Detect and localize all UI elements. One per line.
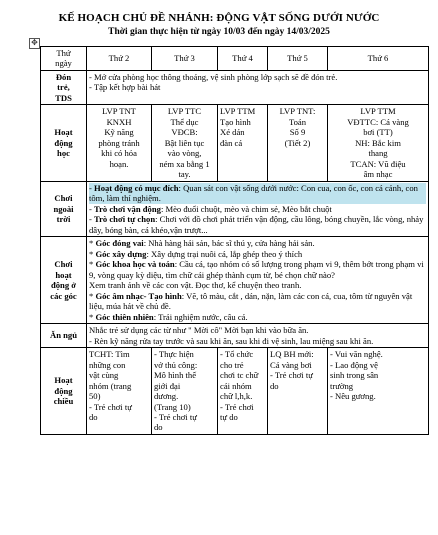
item-text: : Cầu cá, tạo nhóm có số lượng trong phạm vi 9, thêm bớt trong phạm vi 9, vòng quay kỳ diệu, tìm chữ cái ghép thành cụm từ, bé chọn chữ nào? — [89, 259, 424, 280]
text-line: chữ l,h,k. — [220, 391, 253, 402]
text-line: Thể dục — [170, 116, 199, 127]
cell-hoc-friday — [328, 105, 429, 181]
item-heading: Trò chơi tự chọn — [94, 214, 156, 225]
document-title: KẾ HOẠCH CHỦ ĐỀ NHÁNH: ĐỘNG VẬT SỐNG DƯỚI NƯỚC — [58, 12, 380, 24]
text-line: - Trẻ chơi tự — [154, 411, 197, 422]
cell-chieu-friday — [328, 348, 429, 435]
text-line: (Trang 10) — [154, 401, 191, 412]
cell-chieu-thursday — [268, 348, 328, 435]
text-line: tay. — [178, 169, 191, 180]
text-line: - Mở cửa phòng học thông thoáng, vệ sinh phòng lớp sạch sẽ đề đón trẻ. — [89, 71, 338, 82]
cell-don-tre-content — [87, 70, 429, 104]
cell-an-ngu-content — [87, 324, 429, 348]
text-line: LVP TTC — [167, 106, 202, 117]
cell-chieu-tuesday — [152, 348, 218, 435]
header-day-label-line: ngày — [55, 58, 72, 69]
row-label-line: trẻ, — [57, 82, 70, 93]
text-line: vào vòng, — [167, 148, 202, 159]
table-move-handle-icon[interactable]: ✥ — [29, 38, 40, 49]
row-label-line: Đón — [55, 71, 72, 82]
cell-choi-goc-content — [87, 237, 429, 324]
corner-item — [89, 312, 426, 322]
cell-choi-ngoai-troi-content — [87, 181, 429, 236]
row-label-line: các góc — [50, 290, 77, 301]
text-line: vở thủ công: — [154, 359, 198, 370]
text-line: Kỹ năng — [104, 127, 134, 138]
outdoor-item — [89, 183, 426, 204]
item-heading: Góc khoa học và toán — [95, 259, 175, 270]
corner-item — [89, 259, 426, 280]
weekly-plan-table — [40, 46, 429, 435]
row-label-hoat-dong-hoc — [41, 105, 87, 181]
header-friday: Thứ 6 — [328, 47, 429, 71]
text-line: âm nhạc — [363, 169, 393, 180]
row-don-tre — [41, 70, 429, 104]
header-day-label — [41, 47, 87, 71]
text-line: phòng tránh — [98, 137, 140, 148]
item-heading: Góc xây dựng — [95, 248, 147, 259]
corner-item — [89, 238, 426, 248]
text-line: giới đại — [154, 380, 181, 391]
text-line: TCHT: Tìm — [89, 349, 130, 360]
item-heading: Góc thiên nhiên — [95, 311, 154, 322]
bullet: - — [89, 203, 95, 214]
row-label-line: Hoạt — [54, 375, 73, 386]
text-line: tự do — [220, 411, 238, 422]
text-line: - Vui văn nghệ. — [330, 349, 383, 360]
row-hoat-dong-chieu — [41, 348, 429, 435]
item-heading: Hoạt động có mục đích — [94, 182, 179, 193]
document-subtitle: Thời gian thực hiện từ ngày 10/03 đến ngày 14/03/2025 — [108, 27, 330, 37]
row-label-an-ngu — [41, 324, 87, 348]
header-monday: Thứ 2 — [87, 47, 152, 71]
text-line: do — [89, 411, 98, 422]
outdoor-item — [89, 204, 426, 214]
row-label-line: Hoạt — [54, 127, 73, 138]
text-line: KNXH — [106, 116, 132, 127]
text-line: - Lao động vệ — [330, 359, 378, 370]
item-text: : Mèo đuổi chuột, mèo và chim sẻ, Mèo bắt chuột — [160, 203, 332, 214]
text-line: LVP TTM — [220, 106, 256, 117]
text-line: vật cùng — [89, 370, 119, 381]
row-label-line: động — [54, 137, 73, 148]
text-line: - Trẻ chơi tự — [89, 401, 132, 412]
item-text: : Quan sát con vật sống dưới nước: Con cua, con ốc, con cá cảnh, con tôm, làm thí nghiệm. — [89, 182, 418, 204]
text-line: - Tập kết hợp bài hát — [89, 82, 161, 93]
cell-chieu-wednesday — [218, 348, 268, 435]
text-line: VĐTTC: Cá vàng — [347, 116, 409, 127]
row-an-ngu — [41, 324, 429, 348]
text-line: TCAN: Vũ điệu — [350, 158, 406, 169]
item-heading: Trò chơi vận động — [94, 203, 161, 214]
text-line: - Tổ chức — [220, 349, 254, 360]
text-line: chơi tc chữ — [220, 370, 259, 381]
text-line: Bật liên tục — [164, 137, 205, 148]
bullet: - — [89, 182, 95, 193]
text-line: - Trẻ chơi tự — [270, 370, 313, 381]
text-line: LVP TNT — [102, 106, 136, 117]
header-row — [41, 47, 429, 71]
text-line: cái nhóm — [220, 380, 252, 391]
text-line: Nhắc trẻ sử dụng các từ như " Mời cô" Mời bạn khi vào bữa ăn. — [89, 325, 309, 336]
row-label-line: hoạt — [55, 269, 72, 280]
text-line: ném xa bằng 1 — [159, 158, 210, 169]
cell-hoc-monday — [87, 105, 152, 181]
row-hoat-dong-hoc — [41, 105, 429, 181]
item-text: : Trải nghiệm nước, câu cá. — [153, 311, 248, 322]
text-line: do — [270, 380, 279, 391]
text-line: Toán — [288, 116, 307, 127]
header-thursday: Thứ 5 — [268, 47, 328, 71]
text-line: những con — [89, 359, 126, 370]
item-heading: Góc đóng vai — [95, 238, 144, 249]
row-label-line: học — [57, 148, 70, 159]
item-heading: Góc âm nhạc- Tạo hình — [95, 290, 182, 301]
cell-hoc-thursday — [268, 105, 328, 181]
row-label-line: Ăn ngủ — [50, 330, 77, 341]
text-line: bơi (TT) — [363, 127, 393, 138]
outdoor-item — [89, 214, 426, 235]
text-line: - Rèn kỹ năng rửa tay trước và sau khi ăn, sau khi đi vệ sinh, lau miệng sau khi ăn. — [89, 335, 374, 346]
text-line: 50) — [89, 391, 101, 402]
text-line: Xé dán — [220, 127, 245, 138]
corner-item — [89, 280, 426, 290]
header-day-label-line: Thứ — [56, 48, 71, 58]
item-text: : Vẽ, tô màu, cắt , dán, nặn, làm các con cá, cua, tôm từ nguyên vật liệu, múa hát về chủ đề. — [89, 290, 413, 312]
item-text: : Xây dựng trại nuôi cá, lắp ghép theo ý thích — [146, 248, 303, 259]
cell-hoc-tuesday — [152, 105, 218, 181]
row-label-line: Chơi — [54, 193, 73, 204]
bullet: * — [89, 311, 96, 322]
text-line: hoạn. — [109, 158, 129, 169]
row-label-line: động — [54, 385, 73, 396]
text-line: (Tiết 2) — [284, 137, 311, 148]
text-line: nhóm (trang — [89, 380, 132, 391]
text-line: - Trẻ chơi — [220, 401, 254, 412]
row-label-line: trời — [56, 214, 71, 225]
text-line: VĐCB: — [171, 127, 198, 138]
text-line: khi có hỏa — [101, 148, 137, 159]
row-label-choi-hoat-dong-goc — [41, 237, 87, 324]
text-line: - Thực hiện — [154, 349, 194, 360]
row-label-don-tre — [41, 70, 87, 104]
text-line: dương. — [154, 391, 179, 402]
row-label-line: Chơi — [54, 259, 73, 270]
cell-chieu-monday — [87, 348, 152, 435]
bullet: * — [89, 248, 96, 259]
item-text: : Chơi với đồ chơi phát triển vận động, cầu lông, bóng chuyền, lắc vòng, nhảy dây, bóng bàn, cá khéo,vận trượt... — [89, 214, 424, 235]
bullet: * — [89, 290, 96, 301]
text-line: Số 9 — [289, 127, 306, 138]
corner-item — [89, 291, 426, 312]
item-text: Xem tranh ảnh về các con vật. Đọc thơ, kể chuyện theo tranh. — [89, 280, 302, 291]
row-choi-ngoai-troi — [41, 181, 429, 236]
text-line: sinh trong sân — [330, 370, 379, 381]
text-line: NH: Bắc kim — [355, 137, 401, 148]
row-label-line: TDS — [55, 92, 72, 103]
bullet: - — [89, 214, 95, 225]
text-line: LVP TNT: — [279, 106, 316, 117]
text-line: cho trẻ — [220, 359, 244, 370]
item-text: : Nhà hàng hải sản, bác sĩ thú y, cửa hàng hải sản. — [143, 238, 315, 249]
text-line: LQ BH mới: — [270, 349, 314, 360]
row-label-line: chiều — [53, 396, 74, 407]
text-line: Mô hình thế — [154, 370, 197, 381]
row-label-line: động ở — [50, 280, 77, 291]
text-line: LVP TTM — [360, 106, 396, 117]
cell-hoc-wednesday — [218, 105, 268, 181]
text-line: thang — [368, 148, 388, 159]
row-label-choi-ngoai-troi — [41, 181, 87, 236]
row-label-hoat-dong-chieu — [41, 348, 87, 435]
text-line: Tạo hình — [220, 116, 251, 127]
text-line: đàn cá — [220, 137, 243, 148]
text-line: Cá vàng bơi — [270, 359, 312, 370]
bullet: * — [89, 259, 96, 270]
bullet: * — [89, 238, 96, 249]
text-line: trường — [330, 380, 354, 391]
text-line: - Nêu gương. — [330, 391, 376, 402]
row-choi-hoat-dong-goc — [41, 237, 429, 324]
header-wednesday: Thứ 4 — [218, 47, 268, 71]
text-line: do — [154, 422, 163, 433]
corner-item — [89, 249, 426, 259]
row-label-line: ngoài — [53, 203, 74, 214]
header-tuesday: Thứ 3 — [152, 47, 218, 71]
